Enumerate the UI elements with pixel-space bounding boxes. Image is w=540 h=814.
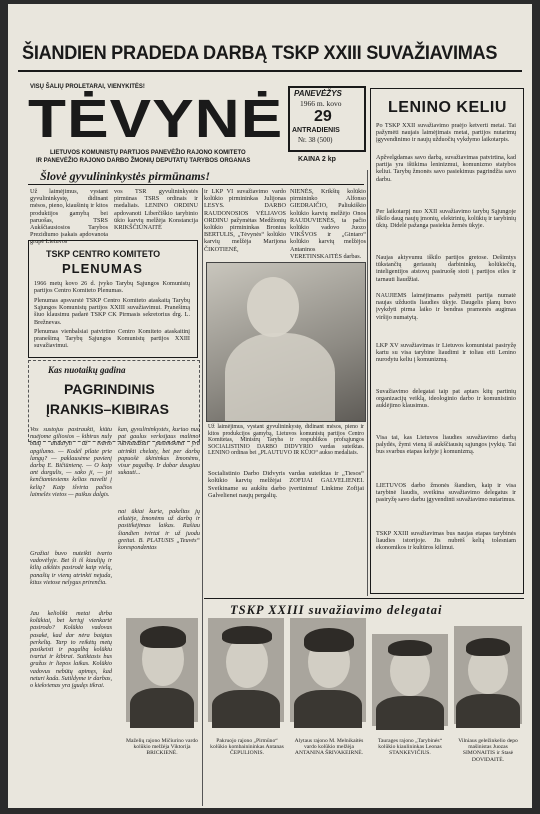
- lenino-p5: NAUJIEMS laimėjimams pažymėti partija numatė naujas užduotis liaudies ūkyje. Daugelis planų buvo įvykdyti pirma laiko ir bendras pramonės augimas viršijo numatytą.: [376, 292, 516, 321]
- kas-title-1: PAGRINDINIS: [64, 381, 155, 397]
- masthead-date: 1966 m. kovo: [300, 99, 342, 108]
- masthead-subtitle-1: LIETUVOS KOMUNISTŲ PARTIJOS PANEVĖŽIO RAJONO KOMITETO: [50, 150, 246, 156]
- delegates-title: TSKP XXIII suvažiavimo delegatai: [230, 603, 443, 617]
- masthead-price: KAINA 2 kp: [298, 156, 336, 163]
- front-headline: ŠIANDIEN PRADEDA DARBĄ TSKP XXIII SUVAŽIAVIMAS: [22, 42, 498, 64]
- masthead-day: 29: [314, 108, 332, 125]
- lenino-p1: Po TSKP XXII suvažiavimo praėjo ketverti metai. Tai pažymėti naujais laimėjimais metai, partijos nutarimų įgyvendinimo ir naujų užduočių vykdymo laikotarpis.: [376, 122, 516, 144]
- hero-figure-body: [225, 333, 335, 421]
- hero-photo: [206, 262, 366, 422]
- kas-tail: Jau keliolikt metai dirba kolūkiai, bet keriųj vienkartė pasirodo? Kolūkio vadovas pasakė, kad dar nėra baigtas perkeltą. Tarp to reikėtų metų pasikeisti ir pagalbą kolūkiu tvartui ir kibirai. Sutiktasis bus gražus ir liepos laikas. Kolūkio vadovus nebūtų apimęs, kad neturi kada. Sutildyme ir darbas, o kiekvienas yra įgudęs tikrai.: [30, 610, 112, 690]
- masthead-slogan: VISŲ ŠALIŲ PROLETARAI, VIENYKITĖS!: [30, 84, 145, 90]
- kas-col-3: Gražiai buvo nuteikti tvarto vadovėlyje. Bet ši iš kiaulijų ir kilių aikštės pasirodė kaip vielų, panašių ir vienų atrinkti nejuda, kitus vietose nelygus prirenčia.: [30, 550, 112, 586]
- masthead-issue: Nr. 38 (500): [298, 136, 333, 144]
- headline-rule: [18, 70, 522, 72]
- lenino-p2: Apžvelgdamas savo darbą, suvažiavimas patvirtina, kad partija yra ištikima leninizmui, komunizmo statybos keliui. Tarybų žmonės savo pasiekimus pagrindžia savo darbu.: [376, 154, 516, 183]
- lenino-p7: Suvažiavimo delegatai taip pat aptars kitų partinių organizacijų veiklą, ideologinio darbo ir komunistinio auklėjimo klausimus.: [376, 388, 516, 410]
- glory-col-4: NIENĖS, Krikštų kolūkio pirmininko Alfonso GIEDRAIČIO, Paliukiškio kolūkio karvių melžėjo Onos RAUDUVIENĖS, ta pačio kolūkio vadovo Juozo VIKŠVOS ir „Gintaro“ kolūkio karvių melžėjos Antaninos VERETINSKAITĖS darbas.: [290, 188, 366, 260]
- plenum-title: PLENUMAS: [62, 261, 143, 276]
- column-divider-right: [367, 170, 368, 596]
- lenino-p8: Visa tai, kas Lietuvos liaudies suvažiavimo darbą palydės, žymi vieną iš aukščiausių sąjungos įvykių. Tai bus svarbus etapas kelyje į komunizmą.: [376, 434, 516, 456]
- kas-col-1: Vos sustojus pastraukti, kiūtu nuėjome giliosios – kibiras nuly būtų atidaryti už tvarto apgilumo. — Kodėl pilate prie langų? — paklausėme pavienį darbą E. Bičiūnienę. — O kaip ant durgulis, — sako ji, — jei kenčiamiesiems kelias nuvelti į kelią? Kaip išvirta pačios laimelės vietos — puikus dalgis.: [30, 426, 112, 498]
- plenum-kicker: TSKP CENTRO KOMITETO: [46, 249, 161, 259]
- masthead-title: TĖVYNĖ: [28, 89, 284, 149]
- delegate-portrait-4: [372, 634, 448, 726]
- masthead-weekday: ANTRADIENIS: [292, 127, 340, 134]
- newspaper-page: [8, 4, 532, 808]
- column-divider-left: [202, 188, 203, 806]
- lenino-p6: LKP XV suvažiavimas ir Lietuvos komunistai pasiryžę kartu su visa tarybine liaudimi ir toliau eiti Lenino nurodytu keliu į komunizmą.: [376, 342, 516, 364]
- delegate-portrait-1: [126, 618, 198, 722]
- lenino-p10: TSKP XXIII suvažiavimas bus naujas etapas tarybinės liaudies istorijoje. Jis nubrėš kelią tolesniam ekonomikos ir kultūros kilimui.: [376, 530, 516, 552]
- masthead-subtitle-2: IR PANEVĖŽIO RAJONO DARBO ŽMONIŲ DEPUTATŲ TARYBOS ORGANAS: [36, 158, 251, 164]
- kas-kicker: Kas nuotaikų gadina: [48, 365, 126, 375]
- glory-col-3: ir LKP VI suvažiavimo vardo kolūkio pirmininkas Julijonas LESYS. DARBO RAUDONOSIOS VĖLIAVOS ORDINU pažymėtas Medžionių kolūkio pirmininkas Bronius BERTULIS, „Tėvynės“ kolūkio karvių melžėja Marijona ČIKOTIENĖ,: [204, 188, 286, 253]
- hero-text: Socialistinio Darbo Didvyris vardas suteiktas ir „Tiesos“ kolūkio karvių melžėjai ZOFIJAI GALVELIENEI. Sveikiname su aukštu darbo įvertinimu! Linkime Zofijai Galvelienei naujų pergalių.: [208, 470, 364, 500]
- lenino-p4: Naujas aktyvumu iškilo partijos gretose. Dešimtys tūkstančių geriausių darbininkų, kolūkiečių, inteligentijos atstovų pasiruošę stoti į partijos eiles ir tarnauti liaudžiai.: [376, 254, 516, 283]
- delegate-caption-1: Maželių rajono Mičiurino vardo kolūkio melžėja Viktorija BRICKIENĖ.: [126, 738, 198, 757]
- plenum-p1: 1966 metų kovo 26 d. įvyko Tarybų Sąjungos Komunistų partijos Centro Komiteto Plenumas.: [34, 280, 190, 295]
- glory-rule: [28, 184, 364, 185]
- delegate-caption-4: Taurages rajono „Tarybinės“ kolūkio kiaulininkas Leonas STANKEVIČIUS.: [377, 738, 443, 757]
- delegate-portrait-3: [290, 618, 366, 722]
- lenino-p9: LIETUVOS darbo žmonės šiandien, kaip ir visa tarybinė liaudis, sveikina suvažiavimo delegatus ir pasiryžę savo darbu įgyvendinti suvažiavimo nutarimus.: [376, 482, 516, 504]
- delegate-caption-2: Pakruojo rajono „Pirmūno“ kolūkio kombainininkas Antanas ČEPULIONIS.: [210, 738, 284, 757]
- delegate-portrait-5: [454, 626, 522, 724]
- kas-col-2: kan, gyvulininkystės, kuriuo nuo pat gaulus verksijaus malimo. Akivaizdžiai pasimokinti yra atrinkti chelaty, bet per darbą papuošė ūkininkas žmonėms, visur pagalbą. Ir dabar daugiau sukauti...: [118, 426, 200, 477]
- kas-col-4: nai ūkiai kurie, pakeltas jų eilutėje, žmonėms už darbą ir pasitikėjimas laikas. Rašiau šiandien tvirtai ir už juodu greitai. B. PLATUSIS „Teuvės“ korespondentas: [118, 508, 200, 552]
- masthead-city: PANEVĖŽYS: [294, 89, 342, 98]
- glory-col-2: vos TSR gyvulininkystės pirmūnas TSRS ordinais ir medaliais. LENINO ORDINU apdovanoti Liberčiškio tarybinio ūkio karvių melžėja Konstancija KRIKŠČIŪNAITĖ: [114, 188, 198, 232]
- lenino-p3: Per laikotarpį nuo XXII suvažiavimo tarybų Sąjungoje iškilo daug naujų įmonių, elektrinių, kolūkių ir tarybinių ūkių. Didelė pažanga pasiekta žemės ūkyje.: [376, 208, 516, 230]
- delegates-rule-top: [204, 598, 524, 599]
- glory-col-1: Už laimėjimus, vystant gyvulininkystę, didinant mėsos, pieno, kiaušinių ir kitos produktijos gamybą bei paruošas, TSRS Aukščiausiosios Tarybos Prezidiumo įsakais apdovanota grupė Lietuvos: [30, 188, 108, 246]
- delegate-caption-3: Alytaus rajono M. Melnikaitės vardo kolūkio melžėja ANTANINA ŠRIVAKEIRNĖ.: [294, 738, 364, 757]
- delegate-portrait-2: [208, 618, 284, 722]
- delegate-caption-5: Vilniaus geležinkelio depo mašinistas Juozas SIMONAITIS ir Stasė DOVIDAITĖ.: [458, 738, 518, 763]
- hero-photo-caption: Už laimėjimus, vystant gyvulininkystę, didinant mėsos, pieno ir kitos produkcijos gamybą, Lietuvos komunistų partijos Centro Komitetas, Ministrų Taryba ir respublikos profsąjungos SOCIALISTINIO DARBO DIDVYRIO vardas suteiktas. LENINO ordinas bei „PLAUTUVO IR KŪJO“ aukso medaliais.: [208, 424, 364, 457]
- kas-title-2: ĮRANKIS–KIBIRAS: [46, 401, 169, 417]
- hero-figure-head: [247, 277, 299, 337]
- lenino-title: LENINO KELIU: [388, 99, 507, 116]
- plenum-p3: Plenumas vienbalsiai patvirtino Centro Komiteto ataskaitinį pranešimą Tarybų Sąjungos Komunistų partijos XXIII suvažiavimui.: [34, 328, 190, 350]
- plenum-p2: Plenumas apsvarstė TSKP Centro Komiteto ataskaitą Tarybų Sąjungos Komunistų partijos XXIII suvažiavimui. Pranešimą šiuo klausimu padarė TSKP CK Pirmasis sekretorius drg. L. Brežnevas.: [34, 297, 190, 326]
- glory-title: Šlovė gyvulininkystės pirmūnams!: [40, 169, 211, 183]
